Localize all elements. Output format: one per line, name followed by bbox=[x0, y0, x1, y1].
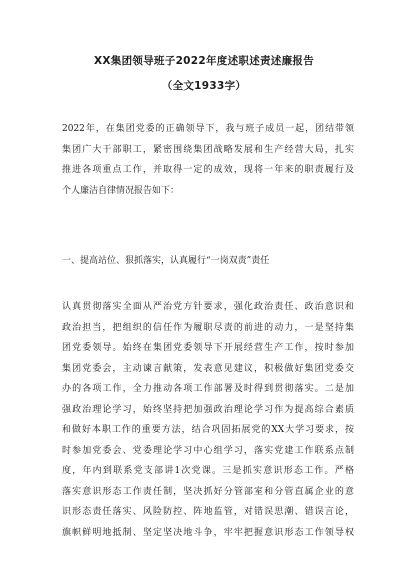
body-line: 旗帜鲜明地抵制、坚定坚决地斗争，牢牢把握意识形态工作领导权 bbox=[62, 527, 354, 538]
document-title: XX集团领导班子2022年度述职述责述廉报告 bbox=[93, 55, 314, 67]
body-line: 识形态责任落实、风险防控、阵地监管，对错误思潮、错误言论， bbox=[62, 507, 354, 517]
section-paragraph bbox=[62, 297, 354, 543]
intro-line: 集团广大干部职工，紧密围绕集团战略发展和生产经营大局，扎实 bbox=[62, 144, 354, 155]
body-line: 时参加党委会、党委理论学习中心组学习，落实党建工作联系点制 bbox=[62, 445, 354, 456]
body-line: 集团党委会，主动谏言献策，发表意见建议，积极做好集团党委交 bbox=[62, 363, 354, 374]
body-line: 落实意识形态工作责任制，坚决抓好分管部室和分管直属企业的意 bbox=[62, 486, 354, 497]
document-subtitle: （全文1933字） bbox=[161, 80, 247, 92]
body-line: 和做好本职工作的重要方法，结合巩固拓展党的XX大学习要求，按 bbox=[62, 425, 354, 435]
intro-line: 个人廉洁自律情况报告如下： bbox=[62, 185, 180, 196]
body-line: 政治担当，把组织的信任作为履职尽责的前进的动力，一是坚持集 bbox=[62, 322, 354, 333]
body-line: 办的各项工作，全力推动各项工作部署及时得到贯彻落实。二是加 bbox=[62, 384, 354, 394]
intro-line: 2022年，在集团党委的正确领导下，我与班子成员一起，团结带领 bbox=[62, 124, 354, 134]
section-heading: 一、提高站位、狠抓落实，认真履行“一岗双责”责任 bbox=[62, 256, 270, 266]
body-line: 团党委领导。始终在集团党委领导下开展经营生产工作，按时参加 bbox=[62, 343, 354, 353]
intro-paragraph bbox=[62, 119, 354, 201]
body-line: 度，年内到联系党支部讲1次党课。三是抓实意识形态工作。严格 bbox=[62, 466, 354, 476]
body-line: 认真贯彻落实全面从严治党方针要求，强化政治责任、政治意识和 bbox=[62, 302, 354, 312]
body-line: 强政治理论学习，始终坚持把加强政治理论学习作为提高综合素质 bbox=[62, 404, 354, 415]
intro-line: 推进各项重点工作，并取得一定的成效，现将一年来的职责履行及 bbox=[62, 165, 354, 175]
